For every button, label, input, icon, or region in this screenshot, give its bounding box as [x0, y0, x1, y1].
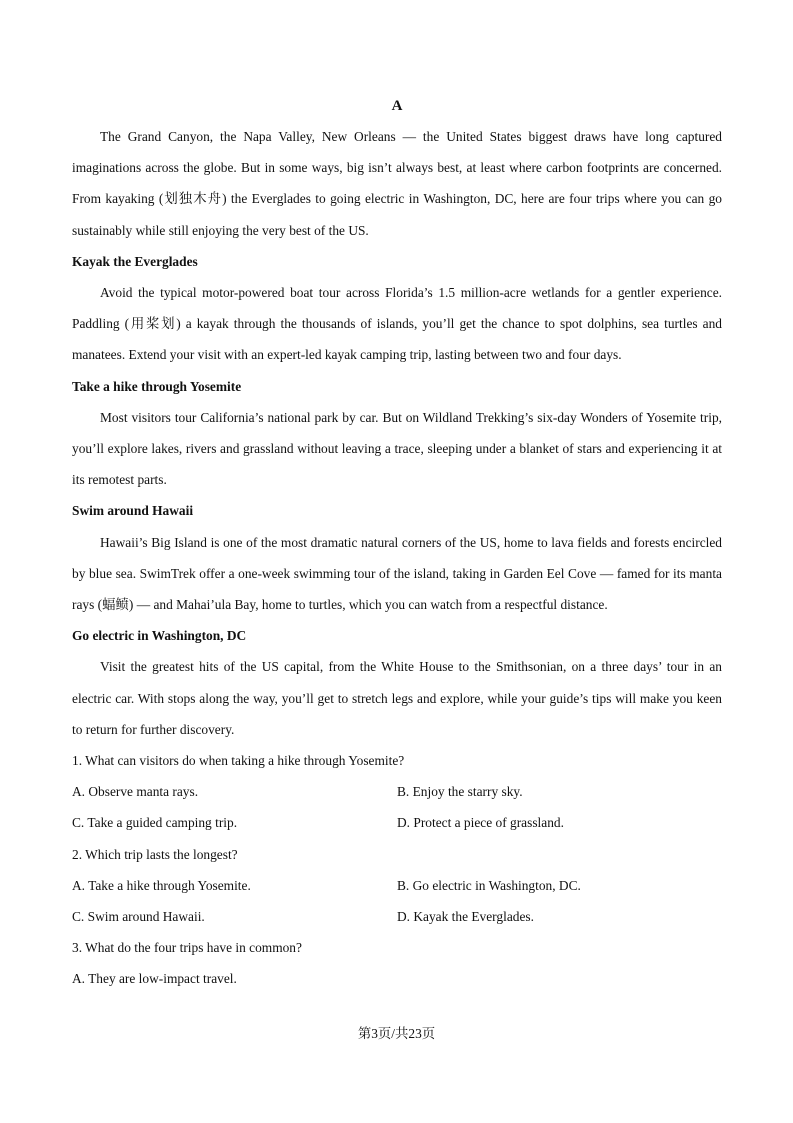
question-2-option-d: D. Kayak the Everglades. — [397, 909, 534, 925]
question-2: 2. Which trip lasts the longest? — [72, 846, 238, 862]
section-heading-hawaii: Swim around Hawaii — [72, 503, 194, 519]
question-1-option-d: D. Protect a piece of grassland. — [397, 815, 564, 831]
question-1: 1. What can visitors do when taking a hike through Yosemite? — [72, 753, 405, 769]
question-2-option-a: A. Take a hike through Yosemite. — [72, 877, 251, 893]
question-2-option-c: C. Swim around Hawaii. — [72, 909, 205, 925]
section-body-hawaii: Hawaii’s Big Island is one of the most dramatic natural corners of the US, home to lava fields and forests encircled by blue sea. SwimTrek offer a one-week swimming tour of the island, taking in Garden Eel Cove — famed for its manta rays (蝠鲼) — and Mahai’ula Bay, home to turtles, which you can watch from a respectful distance. — [72, 534, 722, 613]
section-heading-everglades: Kayak the Everglades — [72, 253, 198, 269]
document-page — [72, 94, 722, 995]
section-body-washington: Visit the greatest hits of the US capital, from the White House to the Smithsonian, on a three days’ tour in an electric car. With stops along the way, you’ll get to stretch legs and explore, while your guide’s tips will make you keen to return for further discovery. — [72, 659, 722, 737]
page-number-footer: 第3页/共23页 — [357, 1026, 436, 1041]
question-2-option-b: B. Go electric in Washington, DC. — [397, 877, 581, 893]
question-1-option-a: A. Observe manta rays. — [72, 784, 199, 800]
question-1-option-c: C. Take a guided camping trip. — [72, 815, 238, 831]
question-3: 3. What do the four trips have in common? — [72, 940, 302, 956]
question-3-option-a: A. They are low-impact travel. — [72, 971, 237, 987]
question-2-options — [72, 870, 722, 932]
question-1-option-b: B. Enjoy the starry sky. — [397, 784, 523, 800]
passage-label: A — [391, 98, 403, 114]
section-body-everglades: Avoid the typical motor-powered boat tour across Florida’s 1.5 million-acre wetlands for a gentler experience. Paddling (用桨划) a kayak through the thousands of islands, you’ll get the chance to spot dolphins, sea turtles and manatees. Extend your visit with an expert-led kayak camping trip, lasting between two and four days. — [72, 285, 722, 363]
section-heading-washington: Go electric in Washington, DC — [72, 628, 247, 644]
passage-intro: The Grand Canyon, the Napa Valley, New Orleans — the United States biggest draws have long captured imaginations across the globe. But in some ways, big isn’t always best, at least where carbon footprints are concerned. From kayaking (划独木舟) the Everglades to going electric in Washington, DC, here are four trips where you can go sustainably while still enjoying the very best of the US. — [72, 129, 722, 238]
section-heading-yosemite: Take a hike through Yosemite — [72, 378, 242, 394]
question-1-options — [72, 776, 722, 838]
section-body-yosemite: Most visitors tour California’s national park by car. But on Wildland Trekking’s six-day Wonders of Yosemite trip, you’ll explore lakes, rivers and grassland without leaving a trace, sleeping under a blanket of stars and experiencing it at its remotest parts. — [72, 409, 722, 488]
